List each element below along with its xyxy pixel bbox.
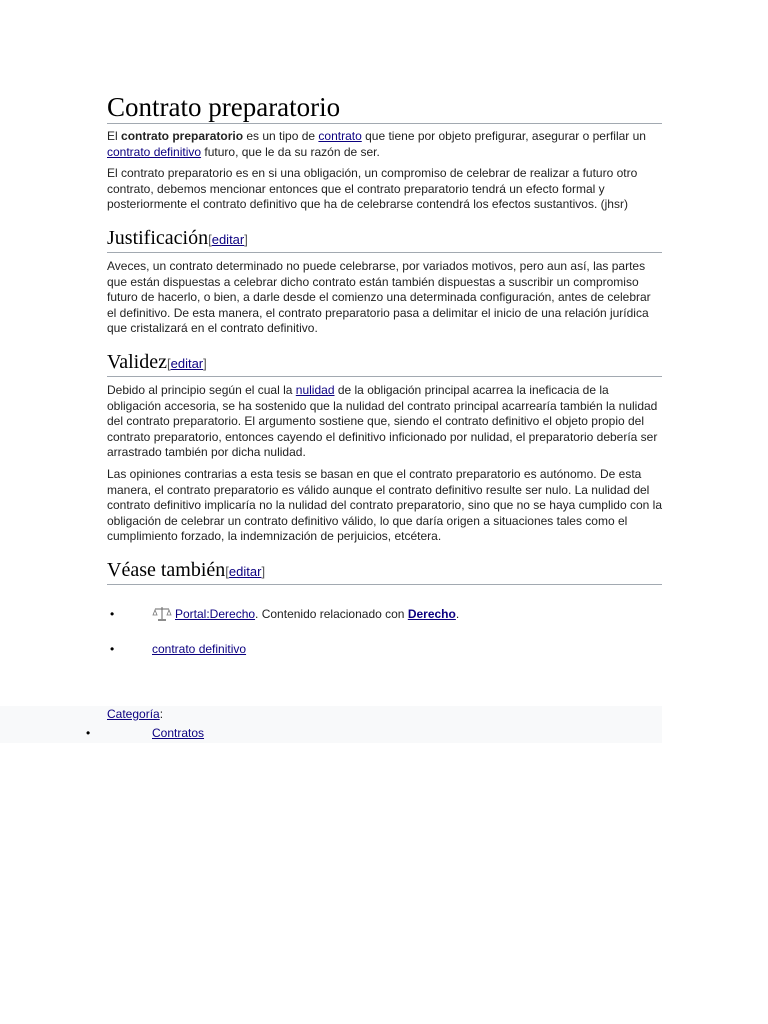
link-portal-derecho[interactable]: Portal:Derecho (175, 606, 256, 621)
edit-section (208, 232, 248, 247)
text: que tiene por objeto prefigurar, asegurar o perfilar un (361, 129, 646, 143)
text: futuro, que le da su razón de ser. (201, 144, 380, 159)
page-title: Contrato preparatorio (107, 92, 662, 124)
text: . (455, 606, 460, 621)
link-contrato[interactable]: contrato (318, 129, 362, 143)
bracket: [ (166, 355, 171, 371)
text: El (107, 129, 122, 143)
link-category-contratos[interactable]: Contratos (152, 726, 205, 740)
see-also-list (107, 605, 662, 657)
heading-justificacion (107, 226, 662, 253)
heading-text: Validez (107, 350, 167, 373)
link-nulidad[interactable]: nulidad (295, 382, 335, 397)
justificacion-paragraph: Aveces, un contrato determinado no puede celebrarse, por variados motivos, pero aun así, las partes que están dispuestas a celebrar dicho contrato están también dispuestas a suscribir un compromiso futuro de hacerlo, o bien, a darle desde el comienzo una determinada configuración, antes de celebrar el definitivo. De esta manera, el contrato preparatorio pasa a delimitar el inicio de una relación jurídica que cristalizará en el contrato definitivo. (107, 258, 651, 336)
link-categoria[interactable]: Categoría (107, 707, 160, 721)
bracket: ] (203, 355, 207, 371)
link-derecho[interactable] (408, 607, 456, 621)
list-item (107, 605, 662, 623)
category-label (107, 707, 163, 721)
bullet: • (110, 606, 115, 621)
heading-text: Justificación (107, 226, 209, 249)
edit-link-vease[interactable]: editar (228, 563, 262, 579)
bracket: [ (208, 231, 212, 247)
text: es un tipo de (243, 129, 319, 143)
bullet: • (86, 726, 91, 740)
article (107, 92, 662, 657)
text: : (159, 707, 164, 721)
heading-validez (107, 350, 662, 377)
link-contrato-definitivo[interactable]: contrato definitivo (107, 144, 202, 159)
heading-text: Véase también (107, 558, 226, 581)
bracket: ] (244, 231, 248, 247)
bullet: • (110, 641, 115, 656)
validez-paragraph-1 (107, 383, 662, 461)
validez-paragraph-2: Las opiniones contrarias a esta tesis se basan en que el contrato preparatorio es autónomo. De esta manera, el contrato preparatorio es válido aunque el contrato definitivo resulte ser nulo. La nulidad del contrato definitivo implicaría no la nulidad del contrato preparatorio, sino que no se haya cumplido con la obligación de celebrar un contrato definitivo válido, lo que daría origen a situaciones tales como el cumplimiento forzado, la indemnización de perjuicios, etcétera. (107, 466, 662, 544)
list-item (107, 641, 662, 657)
category-box (0, 706, 662, 743)
edit-section (167, 356, 207, 371)
bracket: ] (261, 563, 266, 579)
bold-term: contrato preparatorio (121, 129, 244, 143)
edit-link-validez[interactable]: editar (170, 355, 204, 371)
bracket: [ (225, 563, 229, 579)
scale-icon (152, 606, 172, 627)
bold-link-text: Derecho (407, 606, 456, 621)
link-contrato-definitivo-2[interactable]: contrato definitivo (152, 641, 247, 656)
text: Debido al principio según el cual la (107, 382, 296, 397)
edit-link-justificacion[interactable]: editar (211, 231, 245, 247)
intro-paragraph-2: El contrato preparatorio es en si una obligación, un compromiso de celebrar de realizar a futuro otro contrato, debemos mencionar entonces que el contrato preparatorio tendrá un efecto formal y posteriormente el contrato definitivo que ha de celebrarse contendrá los efectos sustantivos. (jhsr) (107, 166, 638, 212)
text: de la obligación principal acarrea la ineficacia de la obligación accesoria, se ha sostenido que la nulidad del contrato principal acarrearía también la nulidad del contrato preparatorio. El argumento sostiene que, siendo el contrato definitivo el objeto propio del contrato preparatorio, entonces cayendo el definitivo inficionado por nulidad, el preparatorio debería ser arrastrado también por dicha nulidad. (107, 382, 658, 460)
heading-vease-tambien (107, 558, 662, 585)
intro-paragraph-1 (107, 129, 662, 160)
text: . Contenido relacionado con (255, 606, 408, 621)
edit-section (225, 564, 265, 579)
